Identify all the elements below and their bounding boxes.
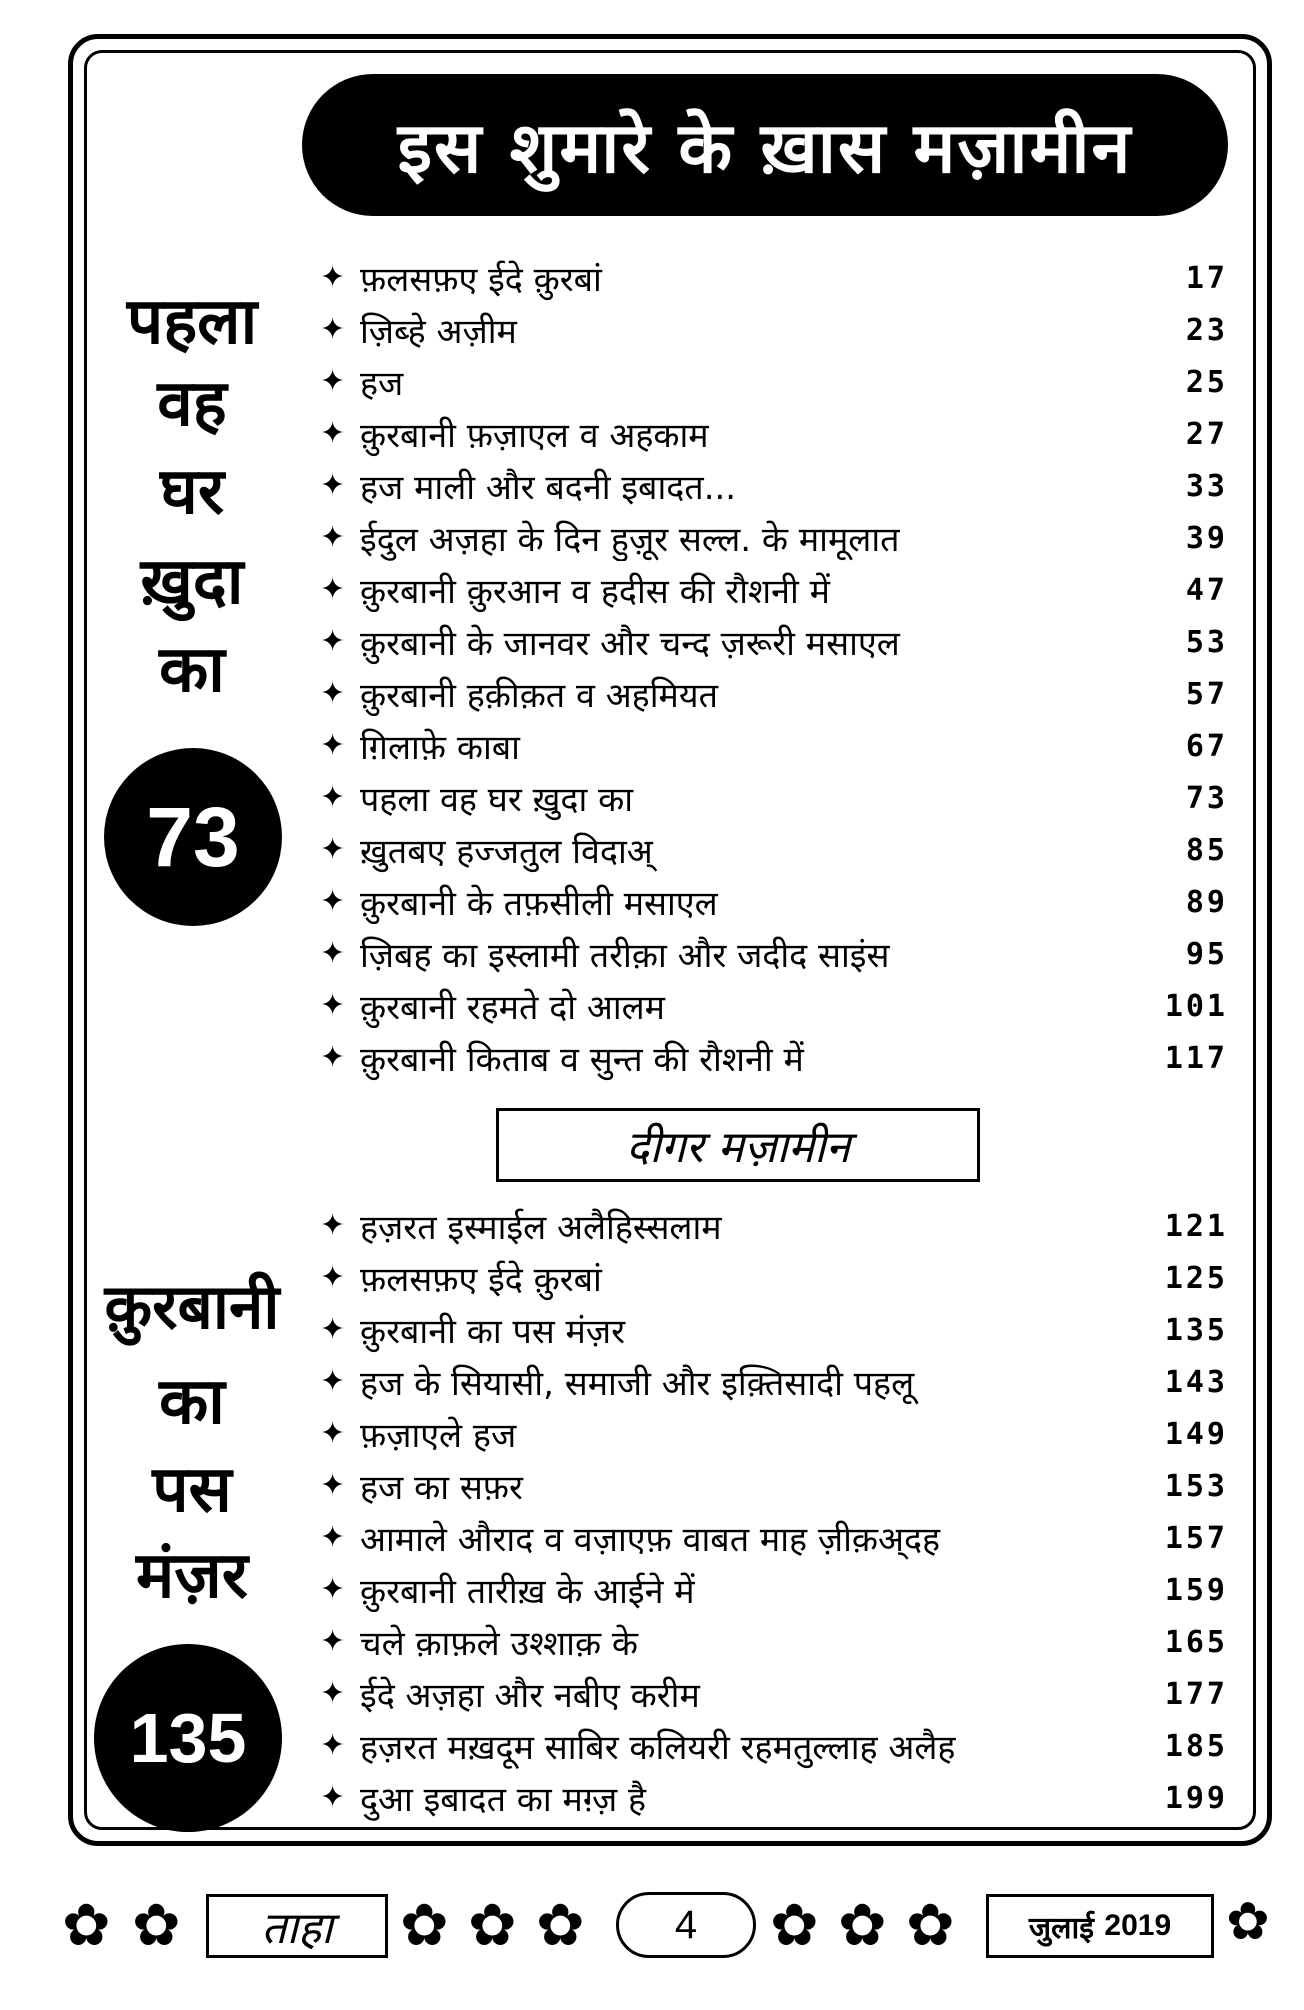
flower-icon: ✿ <box>1226 1892 1270 1952</box>
toc-entry-page: 27 <box>1185 416 1228 452</box>
toc-entry-title: क़ुरबानी फ़ज़ाएल व अहकाम <box>360 416 709 456</box>
toc-entry-page: 149 <box>1164 1416 1228 1452</box>
side-word: ख़ुदा <box>140 545 244 619</box>
flower-icon: ✿ <box>906 1891 955 1959</box>
toc-entry <box>320 1032 1228 1084</box>
toc-entry-title: हज के सियासी, समाजी और इक़्तिसादी पहलू <box>360 1364 915 1404</box>
header-title: इस शुमारे के ख़ास मज़ामीन <box>302 74 1228 216</box>
flower-icon: ✿ <box>770 1891 819 1959</box>
bullet-star-icon: ✦ <box>320 520 346 555</box>
toc-entry <box>320 564 1228 616</box>
toc-entry-page: 143 <box>1164 1364 1228 1400</box>
issue-month: जुलाई <box>1028 1910 1094 1946</box>
toc-entry <box>320 1720 1228 1772</box>
toc-entry-title: क़ुरबानी हक़ीक़त व अहमियत <box>360 676 718 716</box>
side-badge-top: 73 <box>104 748 282 926</box>
bullet-star-icon: ✦ <box>320 1676 346 1711</box>
side-word: का <box>159 633 225 707</box>
footer-page-number: 4 <box>616 1892 756 1958</box>
toc-entry-page: 159 <box>1164 1572 1228 1608</box>
toc-entry <box>320 980 1228 1032</box>
toc-entry-title: क़ुरबानी के जानवर और चन्द ज़रूरी मसाएल <box>360 624 900 664</box>
flower-icon: ✿ <box>536 1891 585 1959</box>
toc-entry-title: हज का सफ़र <box>360 1468 523 1508</box>
toc-entry-title: क़ुरबानी का पस मंज़र <box>360 1312 626 1352</box>
issue-year: 2019 <box>1104 1909 1172 1942</box>
side-label-top <box>92 285 292 710</box>
toc-entry <box>320 720 1228 772</box>
bullet-star-icon: ✦ <box>320 1312 346 1347</box>
toc-entry-page: 47 <box>1185 572 1228 608</box>
bullet-star-icon: ✦ <box>320 1260 346 1295</box>
bullet-star-icon: ✦ <box>320 1416 346 1451</box>
toc-entry <box>320 668 1228 720</box>
toc-entry-page: 95 <box>1185 936 1228 972</box>
main-article-list <box>320 252 1228 1092</box>
side-word: पस <box>152 1453 232 1527</box>
toc-entry-title: हज <box>360 364 404 404</box>
toc-entry-page: 53 <box>1185 624 1228 660</box>
bullet-star-icon: ✦ <box>320 1040 346 1075</box>
toc-entry-page: 177 <box>1164 1676 1228 1712</box>
bullet-star-icon: ✦ <box>320 1728 346 1763</box>
toc-entry <box>320 1512 1228 1564</box>
side-badge-bottom: 135 <box>94 1644 282 1832</box>
flower-icon: ✿ <box>62 1891 111 1959</box>
toc-entry-page: 135 <box>1164 1312 1228 1348</box>
toc-entry <box>320 876 1228 928</box>
toc-entry-page: 157 <box>1164 1520 1228 1556</box>
bullet-star-icon: ✦ <box>320 572 346 607</box>
toc-entry-page: 25 <box>1185 364 1228 400</box>
toc-entry-title: पहला वह घर ख़ुदा का <box>360 780 634 820</box>
bullet-star-icon: ✦ <box>320 988 346 1023</box>
toc-entry-title: क़ुरबानी रहमते दो आलम <box>360 988 666 1028</box>
toc-entry <box>320 1772 1228 1824</box>
toc-entry <box>320 1304 1228 1356</box>
side-word: का <box>159 1365 225 1439</box>
toc-entry-title: ख़ुतबए हज्जतुल विदाअ् <box>360 832 653 872</box>
toc-entry <box>320 1460 1228 1512</box>
toc-entry-page: 85 <box>1185 832 1228 868</box>
bullet-star-icon: ✦ <box>320 936 346 971</box>
bullet-star-icon: ✦ <box>320 1624 346 1659</box>
bullet-star-icon: ✦ <box>320 1468 346 1503</box>
bullet-star-icon: ✦ <box>320 312 346 347</box>
toc-entry-page: 67 <box>1185 728 1228 764</box>
toc-entry <box>320 1408 1228 1460</box>
bullet-star-icon: ✦ <box>320 1572 346 1607</box>
side-label-bottom <box>92 1270 292 1616</box>
toc-entry-page: 165 <box>1164 1624 1228 1660</box>
toc-entry <box>320 928 1228 980</box>
toc-entry-title: हज़रत मख़दूम साबिर कलियरी रहमतुल्लाह अलैह <box>360 1728 956 1768</box>
toc-entry <box>320 1200 1228 1252</box>
section-heading-other: दीगर मज़ामीन <box>496 1108 980 1182</box>
toc-entry-title: हज़रत इस्माईल अलैहिस्सलाम <box>360 1208 722 1248</box>
toc-entry <box>320 1564 1228 1616</box>
toc-entry <box>320 824 1228 876</box>
toc-entry-page: 101 <box>1164 988 1228 1024</box>
bullet-star-icon: ✦ <box>320 1208 346 1243</box>
footer-magazine-name: ताहा <box>206 1894 388 1958</box>
toc-entry-page: 199 <box>1164 1780 1228 1816</box>
toc-entry-page: 39 <box>1185 520 1228 556</box>
side-word: घर <box>160 455 224 529</box>
toc-entry-title: क़ुरबानी किताब व सुन्त की रौशनी में <box>360 1040 804 1080</box>
bullet-star-icon: ✦ <box>320 260 346 295</box>
bullet-star-icon: ✦ <box>320 676 346 711</box>
toc-entry-page: 117 <box>1164 1040 1228 1076</box>
bullet-star-icon: ✦ <box>320 1364 346 1399</box>
toc-entry-page: 121 <box>1164 1208 1228 1244</box>
side-word: वह <box>157 367 227 441</box>
bullet-star-icon: ✦ <box>320 832 346 867</box>
toc-entry <box>320 512 1228 564</box>
toc-entry <box>320 1668 1228 1720</box>
toc-entry-title: चले क़ाफ़ले उश्शाक़ के <box>360 1624 639 1664</box>
flower-icon: ✿ <box>400 1891 449 1959</box>
flower-icon: ✿ <box>838 1891 887 1959</box>
flower-icon: ✿ <box>132 1891 181 1959</box>
toc-entry-page: 89 <box>1185 884 1228 920</box>
flower-icon: ✿ <box>468 1891 517 1959</box>
toc-entry <box>320 252 1228 304</box>
toc-entry-page: 17 <box>1185 260 1228 296</box>
toc-entry-title: हज माली और बदनी इबादत... <box>360 468 737 508</box>
bullet-star-icon: ✦ <box>320 1780 346 1815</box>
side-word: क़ुरबानी <box>104 1270 280 1343</box>
toc-entry-page: 125 <box>1164 1260 1228 1296</box>
toc-entry <box>320 616 1228 668</box>
toc-entry-title: आमाले औराद व वज़ाएफ़ वाबत माह ज़ीक़अ्दह <box>360 1520 941 1560</box>
toc-entry-title: फ़लसफ़ए ईदे क़ुरबां <box>360 260 602 300</box>
toc-entry <box>320 408 1228 460</box>
toc-entry <box>320 356 1228 408</box>
toc-entry-title: ईदे अज़हा और नबीए करीम <box>360 1676 700 1716</box>
toc-entry-page: 153 <box>1164 1468 1228 1504</box>
toc-entry-title: क़ुरबानी क़ुरआन व हदीस की रौशनी में <box>360 572 830 612</box>
toc-entry-page: 33 <box>1185 468 1228 504</box>
other-article-list <box>320 1200 1228 1830</box>
side-word: पहला <box>126 285 258 359</box>
toc-entry-page: 73 <box>1185 780 1228 816</box>
footer <box>56 1880 1270 1976</box>
bullet-star-icon: ✦ <box>320 728 346 763</box>
toc-entry-title: फ़ज़ाएले हज <box>360 1416 517 1456</box>
toc-entry-page: 57 <box>1185 676 1228 712</box>
bullet-star-icon: ✦ <box>320 468 346 503</box>
toc-entry-title: फ़लसफ़ए ईदे क़ुरबां <box>360 1260 602 1300</box>
toc-entry-title: क़ुरबानी तारीख़ के आईने में <box>360 1572 695 1612</box>
toc-entry <box>320 1356 1228 1408</box>
bullet-star-icon: ✦ <box>320 416 346 451</box>
bullet-star-icon: ✦ <box>320 624 346 659</box>
bullet-star-icon: ✦ <box>320 1520 346 1555</box>
toc-entry <box>320 1252 1228 1304</box>
toc-entry-title: दुआ इबादत का मग़्ज़ है <box>360 1780 647 1820</box>
bullet-star-icon: ✦ <box>320 364 346 399</box>
toc-entry-title: ईदुल अज़हा के दिन हुज़ूर सल्ल. के मामूलात <box>360 520 900 560</box>
toc-entry-title: ग़िलाफ़े काबा <box>360 728 520 768</box>
toc-entry-title: ज़िब्हे अज़ीम <box>360 312 517 352</box>
toc-entry-page: 185 <box>1164 1728 1228 1764</box>
bullet-star-icon: ✦ <box>320 780 346 815</box>
toc-entry <box>320 772 1228 824</box>
bullet-star-icon: ✦ <box>320 884 346 919</box>
toc-entry <box>320 1616 1228 1668</box>
side-word: मंज़र <box>136 1539 248 1613</box>
toc-entry-title: क़ुरबानी के तफ़सीली मसाएल <box>360 884 718 924</box>
toc-entry-page: 23 <box>1185 312 1228 348</box>
footer-issue-date <box>986 1894 1214 1958</box>
toc-entry <box>320 304 1228 356</box>
toc-entry-title: ज़िबह का इस्लामी तरीक़ा और जदीद साइंस <box>360 936 890 976</box>
toc-entry <box>320 460 1228 512</box>
